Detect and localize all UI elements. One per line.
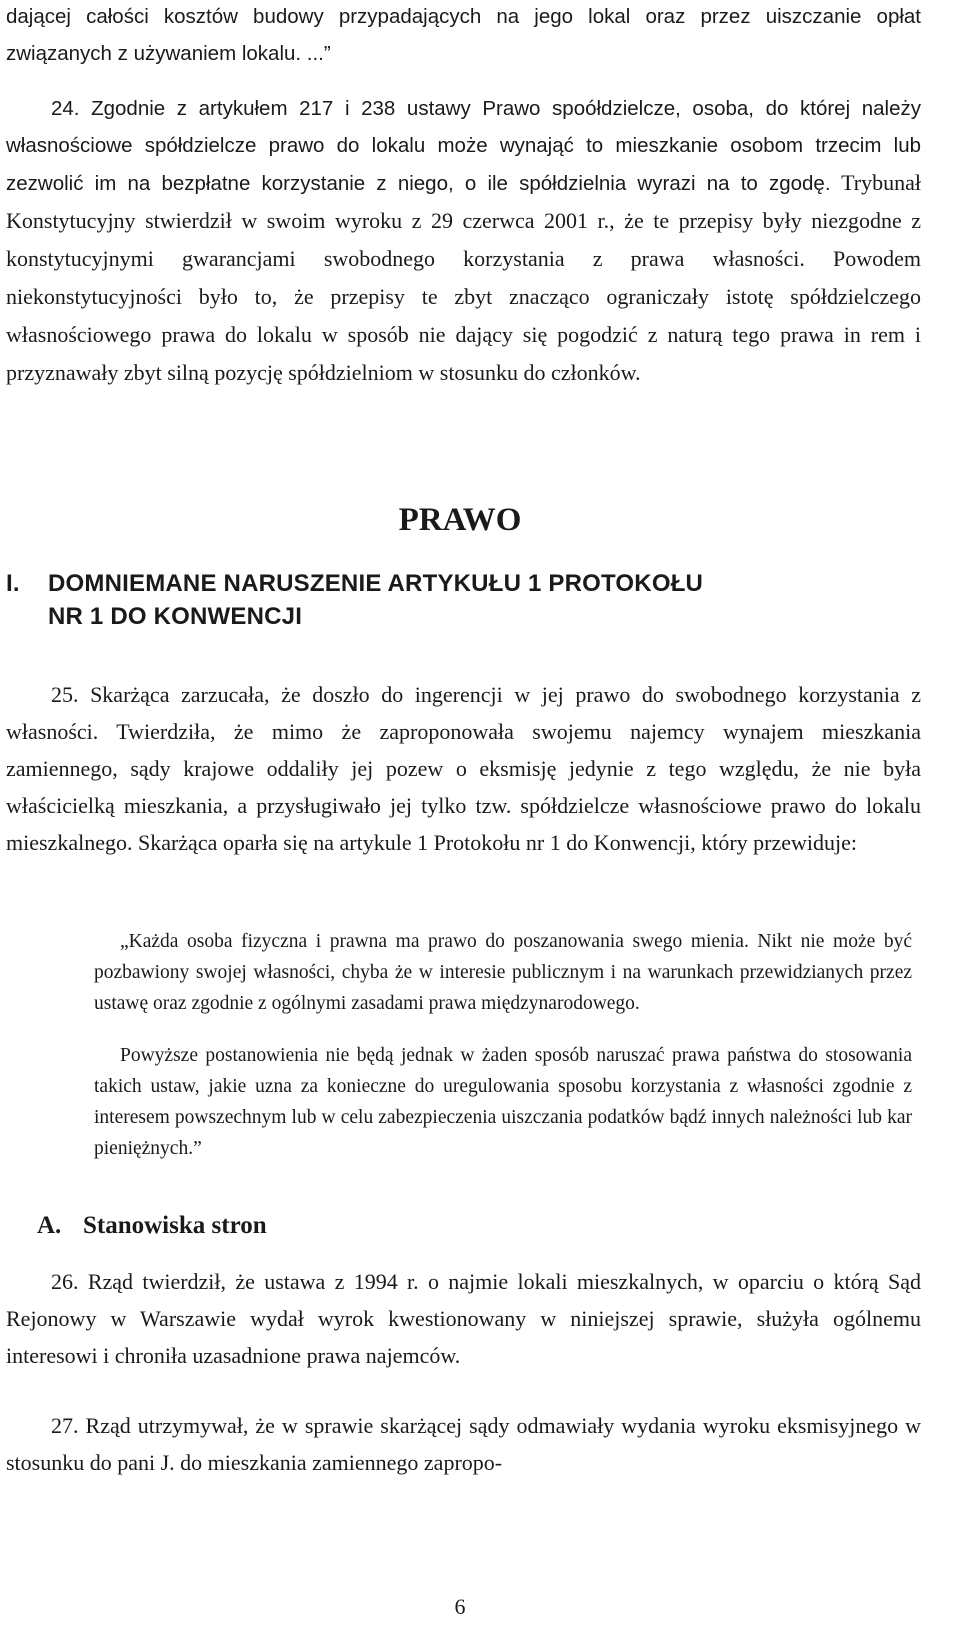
paragraph-25: 25. Skarżąca zarzucała, że doszło do ingerencji w jej prawo do swobodnego korzystania z własności. Twierdziła, że mimo że zaproponowała swojemu najemcy wynajem mieszkania zamiennego, sądy krajowe oddaliły jej pozew o eksmisję jedynie z tego względu, że nie była właścicielką mieszkania, a przysługiwało jej tylko tzw. spółdzielcze własnościowe prawo do lokalu mieszkalnego. Skarżąca oparła się na artykule 1 Protokołu nr 1 do Konwencji, który przewiduje:: [6, 682, 921, 855]
heading-section-i: [6, 567, 921, 633]
paragraph-24-part1: 24. Zgodnie z artykułem 217 i 238 ustawy Prawo spoółdzielcze, osoba, do której należy własnościowe spółdzielcze prawo do lokalu może wynająć to mieszkanie osobom trzecim lub zezwolić im na bezpłatne korzystanie z niego, o ile spółdzielnia wyrazi na to zgodę.: [6, 97, 921, 195]
paragraph-continuation: dającej całości kosztów budowy przypadających na jego lokal oraz przez uiszczanie opłat związanych z używaniem lokalu. ...”: [6, 5, 921, 65]
page-number: 6: [454, 1594, 466, 1619]
heading-section-a: [37, 1208, 267, 1244]
heading-section-i-number: I.: [6, 570, 20, 597]
heading-section-i-line2: NR 1 DO KONWENCJI: [48, 603, 303, 630]
paragraph-27: 27. Rząd utrzymywał, że w sprawie skarżącej sądy odmawiały wydania wyroku eksmisyjnego w stosunku do pani J. do mieszkania zamiennego zapropo-: [6, 1413, 921, 1475]
heading-section-a-title: Stanowiska stron: [83, 1212, 267, 1239]
heading-section-a-number: A.: [37, 1212, 62, 1239]
quote-paragraph-2: Powyższe postanowienia nie będą jednak w żaden sposób naruszać prawa państwa do stosowania takich ustaw, jakie uzna za konieczne do uregulowania sposobu korzystania z własności zgodnie z interesem powszechnym lub w celu zabezpieczenia uiszczania podatków bądź innych należności lub kar pieniężnych.”: [94, 1045, 912, 1159]
quote-paragraph-1: „Każda osoba fizyczna i prawna ma prawo do poszanowania swego mienia. Nikt nie może być pozbawiony swojej własności, chyba że w interesie publicznym i na warunkach przewidzianych przez ustawę oraz zgodnie z ogólnymi zasadami prawa międzynarodowego.: [94, 931, 912, 1014]
paragraph-26: 26. Rząd twierdził, że ustawa z 1994 r. o najmie lokali mieszkalnych, w oparciu o którą Sąd Rejonowy w Warszawie wydał wyrok kwestionowany w niniejszej sprawie, służyła ogólnemu interesowi i chroniła uzasadnione prawa najemców.: [6, 1269, 921, 1368]
paragraph-24: [6, 90, 921, 392]
heading-section-i-line1: DOMNIEMANE NARUSZENIE ARTYKUŁU 1 PROTOKOŁU: [48, 570, 704, 597]
heading-prawo: PRAWO: [398, 502, 522, 538]
paragraph-24-part2: Trybunał Konstytucyjny stwierdził w swoim wyroku z 29 czerwca 2001 r., że te przepisy były niezgodne z konstytucyjnymi gwarancjami swobodnego korzystania z prawa własności. Powodem niekonstytucyjności było to, że przepisy te zbyt znacząco ograniczały istotę spółdzielczego własnościowego prawa do lokalu w sposób nie dający się pogodzić z naturą tego prawa in rem i przyznawały zbyt silną pozycję spółdzielniom w stosunku do członków.: [6, 170, 921, 385]
